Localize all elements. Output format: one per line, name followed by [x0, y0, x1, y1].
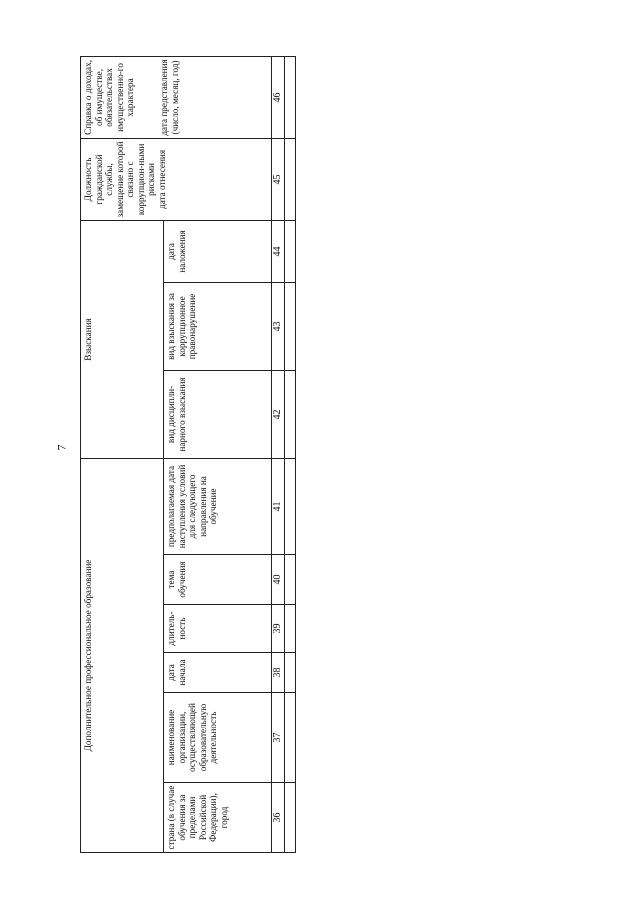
col-number: 42 — [272, 370, 285, 458]
empty-cell — [285, 458, 296, 554]
header-income-certificate — [81, 56, 272, 138]
col-number: 40 — [272, 555, 285, 605]
personnel-record-table — [80, 56, 296, 853]
col-number: 43 — [272, 282, 285, 370]
col-number: 38 — [272, 653, 285, 693]
page-number: 7 — [54, 444, 69, 451]
col-number: 44 — [272, 220, 285, 282]
empty-data-row — [285, 56, 296, 852]
col-40-header: тема обучения — [164, 555, 272, 605]
header-additional-education: Дополнительное профессиональное образование — [81, 458, 164, 852]
rotated-table-container — [80, 57, 282, 853]
col-39-header: длитель-ность — [164, 605, 272, 653]
empty-cell — [285, 220, 296, 282]
empty-cell — [285, 693, 296, 783]
col-44-header: дата наложения — [164, 220, 272, 282]
col-number: 36 — [272, 783, 285, 853]
empty-cell — [285, 138, 296, 220]
empty-cell — [285, 282, 296, 370]
header-penalties: Взыскания — [81, 220, 164, 458]
empty-cell — [285, 56, 296, 138]
group-header-row — [81, 56, 164, 852]
col-number: 37 — [272, 693, 285, 783]
empty-cell — [285, 555, 296, 605]
column-number-row — [272, 56, 285, 852]
empty-cell — [285, 605, 296, 653]
col-45-label: дата отнесения — [156, 149, 167, 209]
position-corruption-label: Должность гражданской службы, замещение которой связано с коррупцион-ными рисками — [83, 141, 156, 218]
col-46-label: дата представления (число, месяц, год) — [159, 59, 180, 136]
empty-cell — [285, 783, 296, 853]
col-number: 45 — [272, 138, 285, 220]
empty-cell — [285, 653, 296, 693]
col-42-header: вид дисципли-нарного взыскания — [164, 370, 272, 458]
col-38-header: дата начала — [164, 653, 272, 693]
income-certificate-label: Справка о доходах, об имуществе, обязательствах имущественно-го характера — [83, 60, 135, 135]
col-36-header: страна (в случае обучения за пределами Российской Федерации), город — [164, 783, 272, 853]
col-43-header: вид взыскания за коррупционное правонарушение — [164, 282, 272, 370]
col-37-header: наименование организации, осуществляющей образовательную деятельность — [164, 693, 272, 783]
col-41-header: предполагаемая дата наступления условий для следующего направления на обучение — [164, 458, 272, 554]
col-number: 39 — [272, 605, 285, 653]
col-number: 46 — [272, 56, 285, 138]
header-position-corruption — [81, 138, 272, 220]
col-number: 41 — [272, 458, 285, 554]
empty-cell — [285, 370, 296, 458]
